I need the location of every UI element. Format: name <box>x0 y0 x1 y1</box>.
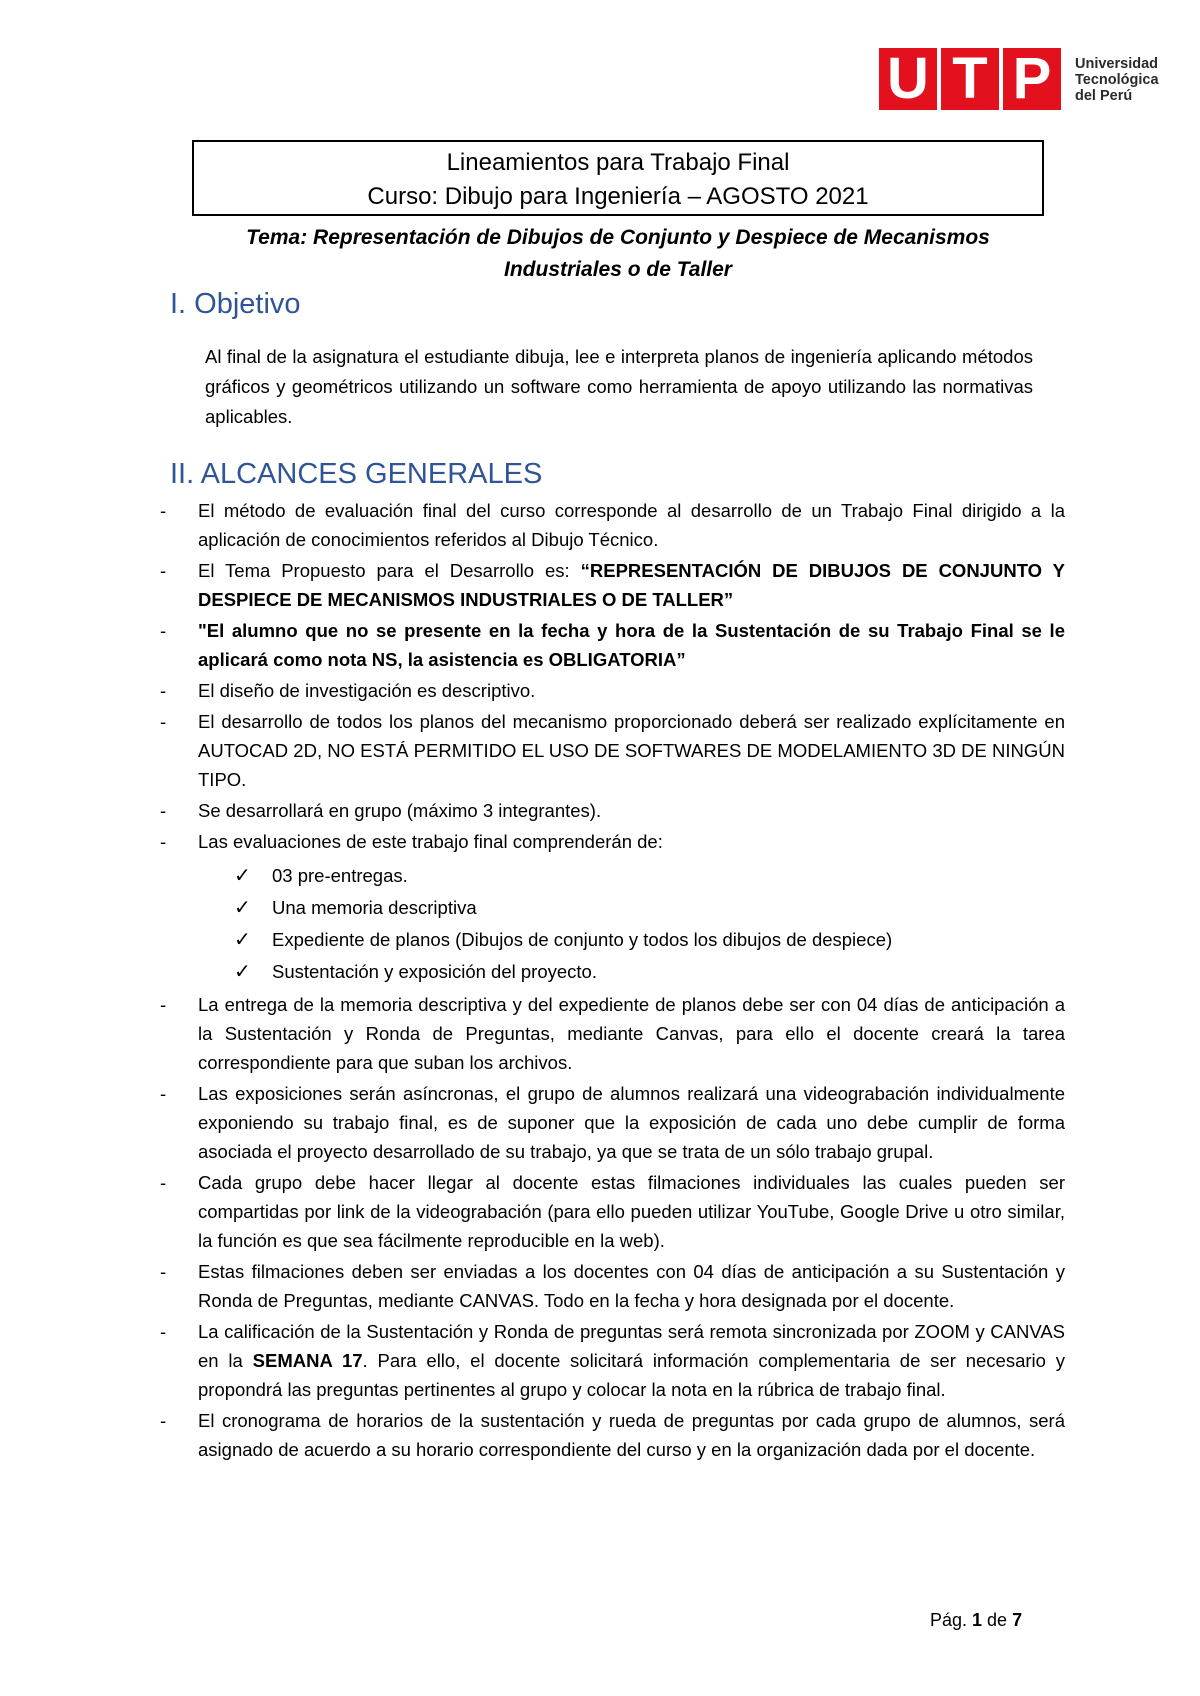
list-item-text: Las evaluaciones de este trabajo final comprenderán de: <box>198 831 663 852</box>
list-item <box>160 616 1065 674</box>
section-heading-objetivo: I. Objetivo <box>170 288 301 320</box>
list-item-text: El Tema Propuesto para el Desarrollo es: <box>198 560 581 581</box>
checkmark-icon: ✓ <box>234 865 251 887</box>
dash-bullet: - <box>160 711 167 732</box>
logo-letter-t: T <box>941 48 999 110</box>
checkmark-icon: ✓ <box>234 897 251 919</box>
dash-bullet: - <box>160 1172 167 1193</box>
list-item-text: El método de evaluación final del curso corresponde al desarrollo de un Trabajo Final dirigido a la aplicación de conocimientos referidos al Dibujo Técnico. <box>198 500 1065 550</box>
dash-bullet: - <box>160 994 167 1015</box>
logo-letter-u: U <box>879 48 937 110</box>
dash-bullet: - <box>160 1261 167 1282</box>
objective-paragraph: Al final de la asignatura el estudiante dibuja, lee e interpreta planos de ingeniería aplicando métodos gráficos y geométricos utilizando un software como herramienta de apoyo utilizando las normativas aplicables. <box>205 346 1033 427</box>
dash-bullet: - <box>160 1083 167 1104</box>
logo-text <box>1075 56 1159 104</box>
utp-logo <box>879 48 1159 110</box>
dash-bullet: - <box>160 620 167 641</box>
dash-bullet: - <box>160 1321 167 1342</box>
checklist-item-text: Una memoria descriptiva <box>272 897 477 918</box>
logo-line-3: del Perú <box>1075 88 1133 104</box>
topic-line-2: Industriales o de Taller <box>504 258 732 281</box>
dash-bullet: - <box>160 500 167 521</box>
topic-line-1: Tema: Representación de Dibujos de Conjunto y Despiece de Mecanismos <box>246 226 990 249</box>
list-item-text: La calificación de la Sustentación y Ronda de preguntas será remota sincronizada por ZOOM y CANVAS en la <box>198 1321 1065 1371</box>
course-title: Curso: Dibujo para Ingeniería – AGOSTO 2021 <box>367 183 869 210</box>
checklist-item-text: 03 pre-entregas. <box>272 865 408 886</box>
dash-bullet: - <box>160 680 167 701</box>
checkmark-icon: ✓ <box>234 961 251 983</box>
list-item-text: El diseño de investigación es descriptivo. <box>198 680 536 701</box>
list-item <box>160 707 1065 794</box>
checklist-item-text: Expediente de planos (Dibujos de conjunto y todos los dibujos de despiece) <box>272 929 893 950</box>
list-item-text: Estas filmaciones deben ser enviadas a los docentes con 04 días de anticipación a su Sustentación y Ronda de Preguntas, mediante CANVAS. Todo en la fecha y hora designada por el docente. <box>198 1261 1065 1311</box>
current-page: 1 <box>972 1610 983 1630</box>
checkmark-icon: ✓ <box>234 929 251 951</box>
list-item <box>160 990 1065 1077</box>
evaluation-checklist <box>198 860 1065 988</box>
attendance-warning: "El alumno que no se presente en la fecha y hora de la Sustentación de su Trabajo Final se le aplicará como nota NS, la asistencia es OBLIGATORIA” <box>198 620 1065 670</box>
logo-line-1: Universidad <box>1075 56 1158 72</box>
document-title: Lineamientos para Trabajo Final <box>446 149 790 176</box>
list-item-text: Cada grupo debe hacer llegar al docente estas filmaciones individuales las cuales pueden ser compartidas por link de la videograbación (para ello pueden utilizar YouTube, Google Drive u otro similar, la función es que sea fácilmente reproducible en la web). <box>198 1172 1065 1251</box>
checklist-item <box>234 892 1065 924</box>
proposed-topic: “REPRESENTACIÓN DE DIBUJOS DE CONJUNTO Y DESPIECE DE MECANISMOS INDUSTRIALES O DE TALLER” <box>198 560 1065 610</box>
list-item <box>160 1406 1065 1464</box>
checklist-item <box>234 956 1065 988</box>
list-item-text: Se desarrollará en grupo (máximo 3 integrantes). <box>198 800 602 821</box>
list-item <box>160 827 1065 988</box>
page-label: Pág. <box>930 1610 973 1630</box>
alcances-list <box>160 496 1065 1466</box>
list-item <box>160 1257 1065 1315</box>
page-number <box>930 1610 1022 1631</box>
list-item-text: . Para ello, el docente solicitará información complementaria de ser necesario y propondrá las preguntas pertinentes al grupo y colocar la nota en la rúbrica de trabajo final. <box>198 1350 1065 1400</box>
logo-line-2: Tecnológica <box>1075 72 1159 88</box>
list-item <box>160 1317 1065 1404</box>
dash-bullet: - <box>160 800 167 821</box>
list-item-text: El desarrollo de todos los planos del mecanismo proporcionado deberá ser realizado explícitamente en AUTOCAD 2D, NO ESTÁ PERMITIDO EL USO DE SOFTWARES DE MODELAMIENTO 3D DE NINGÚN TIPO. <box>198 711 1065 790</box>
checklist-item <box>234 924 1065 956</box>
list-item <box>160 1079 1065 1166</box>
list-item <box>160 1168 1065 1255</box>
week-label: SEMANA 17 <box>252 1350 363 1371</box>
list-item-text: La entrega de la memoria descriptiva y del expediente de planos debe ser con 04 días de anticipación a la Sustentación y Ronda de Preguntas, mediante Canvas, para ello el docente creará la tarea correspondiente para que suban los archivos. <box>198 994 1065 1073</box>
logo-letter-blocks <box>879 48 1061 110</box>
list-item-text: Las exposiciones serán asíncronas, el grupo de alumnos realizará una videograbación individualmente exponiendo su trabajo final, es de suponer que la exposición de cada uno debe cumplir de forma asociada el proyecto desarrollado de su trabajo, ya que se trata de un sólo trabajo grupal. <box>198 1083 1065 1162</box>
topic <box>192 222 1044 286</box>
section-heading-alcances: II. ALCANCES GENERALES <box>170 458 543 490</box>
list-item <box>160 676 1065 705</box>
checklist-item-text: Sustentación y exposición del proyecto. <box>272 961 597 982</box>
logo-letter-p: P <box>1003 48 1061 110</box>
dash-bullet: - <box>160 1410 167 1431</box>
dash-bullet: - <box>160 831 167 852</box>
dash-bullet: - <box>160 560 167 581</box>
list-item <box>160 496 1065 554</box>
total-pages: 7 <box>1012 1610 1023 1630</box>
list-item <box>160 556 1065 614</box>
list-item <box>160 796 1065 825</box>
page-of: de <box>982 1610 1013 1630</box>
title-box <box>192 140 1044 216</box>
list-item-text: El cronograma de horarios de la sustentación y rueda de preguntas por cada grupo de alumnos, será asignado de acuerdo a su horario correspondiente del curso y en la organización dada por el docente. <box>198 1410 1065 1460</box>
checklist-item <box>234 860 1065 892</box>
